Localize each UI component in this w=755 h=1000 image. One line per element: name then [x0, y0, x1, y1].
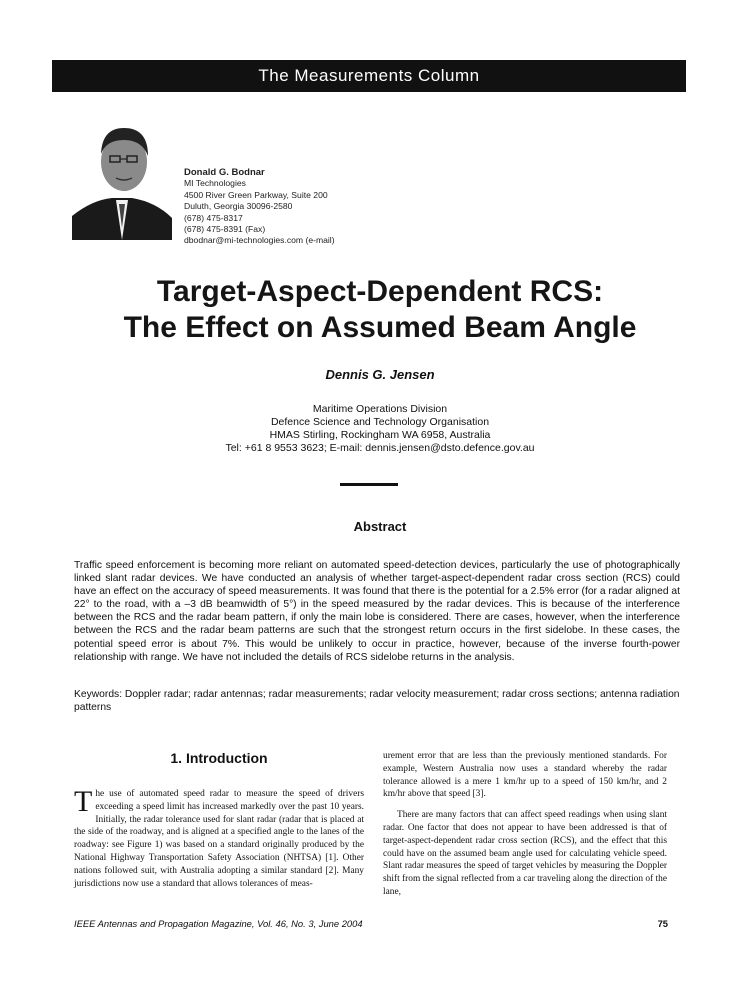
- keywords-text: Keywords: Doppler radar; radar antennas; radar measurements; radar velocity measurement; radar cross sections; antenna radiation patterns: [74, 689, 680, 714]
- journal-footer: IEEE Antennas and Propagation Magazine, Vol. 46, No. 3, June 2004: [74, 918, 363, 929]
- affiliation-line: HMAS Stirling, Rockingham WA 6958, Australia: [269, 429, 491, 441]
- body-paragraph: There are many factors that can affect speed readings when using slant radar. One factor that does not appear to have been addressed is that of target-aspect-dependent radar cross section (RCS), and the effect that this could have on the assumed beam angle used for calculating vehicle speed. Slant radar measures the speed of target vehicles by measuring the Doppler shift from the signal reflected from a car traveling along the direction of the lane,: [383, 810, 668, 897]
- title-line-1: Target-Aspect-Dependent RCS:: [156, 275, 604, 308]
- abstract-text: Traffic speed enforcement is becoming more reliant on automated speed-detection devices, particularly the use of photographically linked slant radar devices. We have conducted an analysis of whether target-aspect-dependent radar cross section (RCS) could have an effect on the accuracy of speed measurements. It was found that there is the potential for a 2.5% error (for a radar aligned at 22° to the road, with a –3 dB beamwidth of 5°) in the speed measured by the radar devices. This is because of the interference between the RCS and the radar beam pattern, if only the main lobe is considered. There are cases, however, when the interference between the RCS and the radar beam patterns are such that the strongest return occurs in the first sidelobe. In these cases, the potential speed error is about 7%. This would be unlikely to occur in practice, however, because of the inverse fourth-power relationship with range. We have not included the details of RCS sidelobe returns in the analysis.: [74, 560, 680, 663]
- introduction-heading: 1. Introduction: [170, 750, 268, 766]
- affiliation-contact: Tel: +61 8 9553 3623; E-mail: dennis.jensen@dsto.defence.gov.au: [225, 442, 535, 454]
- author-photo: [72, 118, 172, 240]
- column-author-line: MI Technologies: [184, 178, 246, 189]
- paper-title: [60, 274, 700, 346]
- column-banner: The Measurements Column: [52, 60, 686, 92]
- column-author-line: Duluth, Georgia 30096-2580: [184, 201, 293, 212]
- column-author-name: Donald G. Bodnar: [184, 167, 265, 178]
- body-column-left: [74, 785, 364, 890]
- paper-author: Dennis G. Jensen: [325, 367, 435, 382]
- affiliation-line: Defence Science and Technology Organisation: [270, 416, 490, 428]
- title-line-2: The Effect on Assumed Beam Angle: [123, 311, 637, 344]
- intro-paragraph: he use of automated speed radar to measure the speed of drivers exceeding a speed limit has increased markedly over the past 10 years. Initially, the radar tolerance used for slant radar (radar that is placed at the side of the roadway, and is aligned at a specified angle to the lanes of the roadway: see Figure 1) was based on a standard originally produced by the National Highway Transportation Safety Association (NHTSA) [1]. Other nations followed suit, with Australia adopting a similar standard [2]. Many jurisdictions now use a standard that allows tolerances of meas-: [74, 789, 364, 889]
- drop-cap: T: [74, 785, 93, 818]
- column-author-line: 4500 River Green Parkway, Suite 200: [184, 189, 328, 200]
- body-column-right: [383, 750, 667, 907]
- column-author-email: dbodnar@mi-technologies.com (e-mail): [184, 235, 335, 246]
- page-number: 75: [657, 918, 668, 929]
- abstract-heading: Abstract: [353, 519, 407, 534]
- section-divider: [340, 483, 398, 486]
- body-paragraph: urement error that are less than the previously mentioned standards. For example, Western Australia now uses a standard whereby the radar tolerance allowed is a mere 1 km/hr up to a speed of 150 km/hr, and 2 km/hr above that speed [3].: [383, 751, 667, 800]
- column-author-info: [184, 167, 335, 247]
- affiliation-line: Maritime Operations Division: [312, 403, 448, 415]
- column-author-line: (678) 475-8391 (Fax): [184, 224, 266, 235]
- author-affiliation: [60, 403, 700, 455]
- column-author-line: (678) 475-8317: [184, 212, 243, 223]
